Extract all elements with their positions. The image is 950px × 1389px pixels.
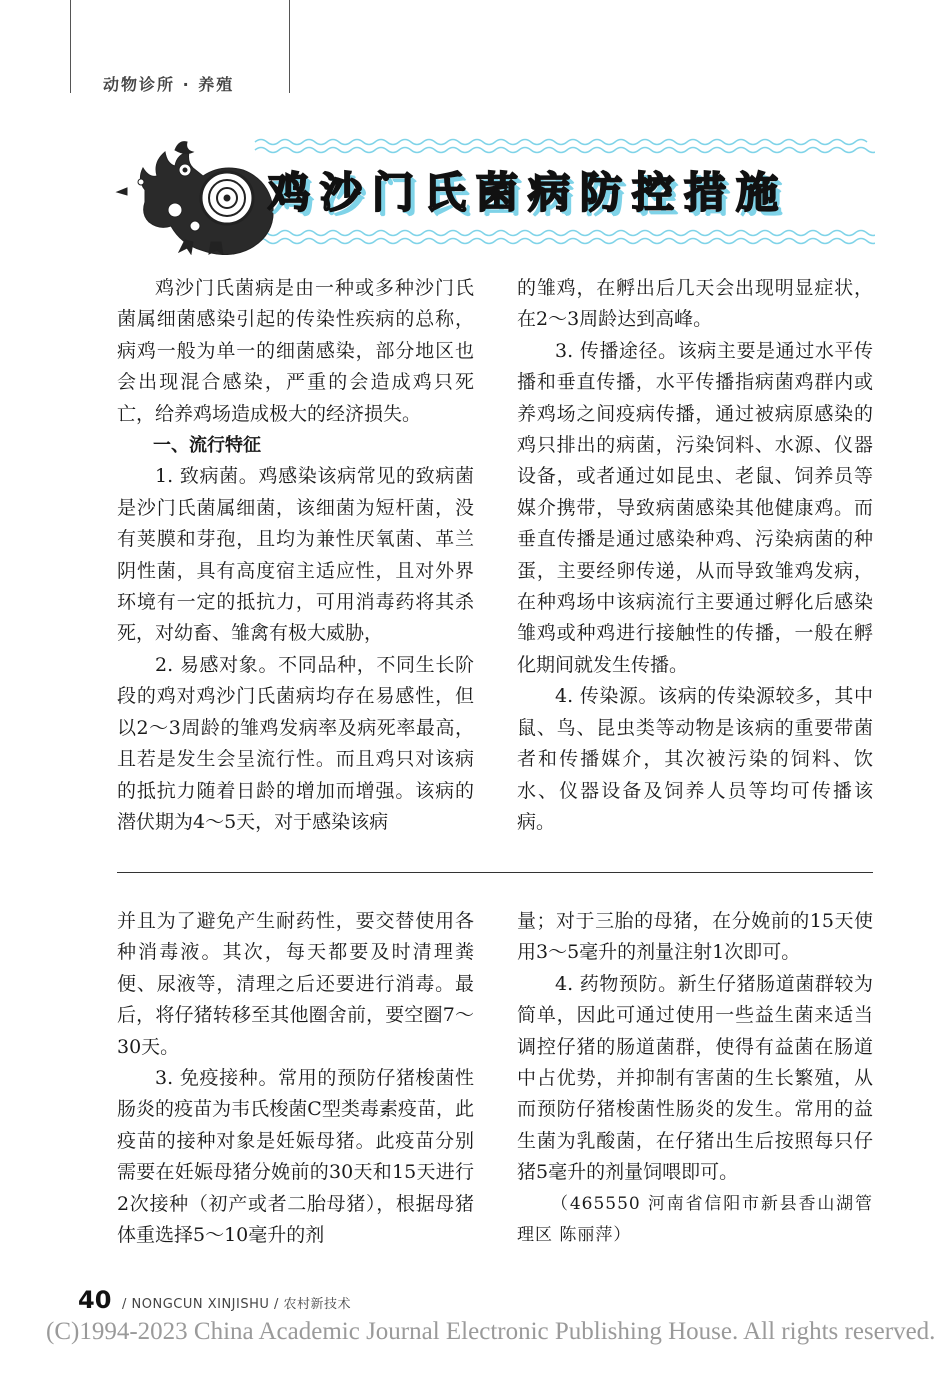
article-column-left [117,273,474,838]
paragraph: 3. 免疫接种。常用的预防仔猪梭菌性肠炎的疫苗为韦氏梭菌C型类毒素疫苗，此疫苗的接种对象是妊娠母猪。此疫苗分别需要在妊娠母猪分娩前的30天和15天进行2次接种（初产或者二胎母猪），根据母猪体重选择5～10毫升的剂 [117,1067,474,1247]
page-number: 40 [78,1286,112,1314]
wave-top-2 [255,148,875,153]
paragraph: 量；对于三胎的母猪，在分娩前的15天使用3～5毫升的剂量注射1次即可。 [517,910,873,964]
article-title: 鸡沙门氏菌病防控措施 [268,168,789,217]
paragraph: 3. 传播途径。该病主要是通过水平传播和垂直传播，水平传播指病菌鸡群内或养鸡场之间疫病传播，通过被病原感染的鸡只排出的病菌，污染饲料、水源、仪器设备，或者通过如昆虫、老鼠、饲养员等媒介携带，导致病菌感染其他健康鸡。而垂直传播是通过感染种鸡、污染病菌的种蛋，主要经卵传递，从而导致雏鸡发病，在种鸡场中该病流行主要通过孵化后感染雏鸡或种鸡进行接触性的传播，一般在孵化期间就发生传播。 [517,339,873,676]
paragraph: 1. 致病菌。鸡感染该病常见的致病菌是沙门氏菌属细菌，该细菌为短杆菌，没有荚膜和芽孢，且均为兼性厌氧菌、革兰阴性菌，具有高度宿主适应性，且对外界环境有一定的抵抗力，可用消毒药将其杀死，对幼畜、雏禽有极大威胁， [117,465,474,645]
paragraph: 鸡沙门氏菌病是由一种或多种沙门氏菌属细菌感染引起的传染性疾病的总称，病鸡一般为单一的细菌感染，部分地区也会出现混合感染，严重的会造成鸡只死亡，给养鸡场造成极大的经济损失。 [117,277,474,425]
journal-name: / NONGCUN XINJISHU / 农村新技术 [122,1297,352,1312]
continued-column-right [517,906,873,1251]
rooster-papercut-icon [117,142,273,255]
paragraph: （465550 河南省信阳市新县香山湖管理区 陈丽萍） [517,1193,873,1246]
paragraph: 2. 易感对象。不同品种，不同生长阶段的鸡对鸡沙门氏菌病均存在易感性，但以2～3周龄的雏鸡发病率及病死率最高，且若是发生会呈流行性。而且鸡只对该病的抵抗力随着日龄的增加而增强。该病的潜伏期为4～5天，对于感染该病 [117,653,474,833]
paragraph: 4. 药物预防。新生仔猪肠道菌群较为简单，因此可通过使用一些益生菌来适当调控仔猪的肠道菌群，使得有益菌在肠道中占优势，并抑制有害菌的生长繁殖，从而预防仔猪梭菌性肠炎的发生。常用的益生菌为乳酸菌，在仔猪出生后按照每只仔猪5毫升的剂量饲喂即可。 [517,972,873,1184]
header-rule-right [289,0,290,93]
header-rule-left [70,0,71,93]
section-divider [117,872,873,873]
paragraph: 并且为了避免产生耐药性，要交替使用各种消毒液。其次，每天都要及时清理粪便、尿液等，清理之后还要进行消毒。最后，将仔猪转移至其他圈舍前，要空圈7～30天。 [117,910,474,1058]
wave-bottom [255,231,875,236]
article-column-right [517,273,873,838]
paragraph: 的雏鸡，在孵出后几天会出现明显症状，在2～3周龄达到高峰。 [517,277,873,331]
section-label: 动物诊所 · 养殖 [103,75,235,94]
paragraph: 4. 传染源。该病的传染源较多，其中鼠、鸟、昆虫类等动物是该病的重要带菌者和传播媒介，其次被污染的饲料、饮水、仪器设备及饲养人员等均可传播该病。 [517,685,873,833]
wave-bottom-2 [255,239,875,244]
section-heading: 一、流行特征 [153,435,261,457]
copyright-notice: (C)1994-2023 China Academic Journal Electronic Publishing House. All rights reserved. [46,1318,936,1345]
wave-top [255,140,867,145]
continued-column-left [117,906,474,1251]
